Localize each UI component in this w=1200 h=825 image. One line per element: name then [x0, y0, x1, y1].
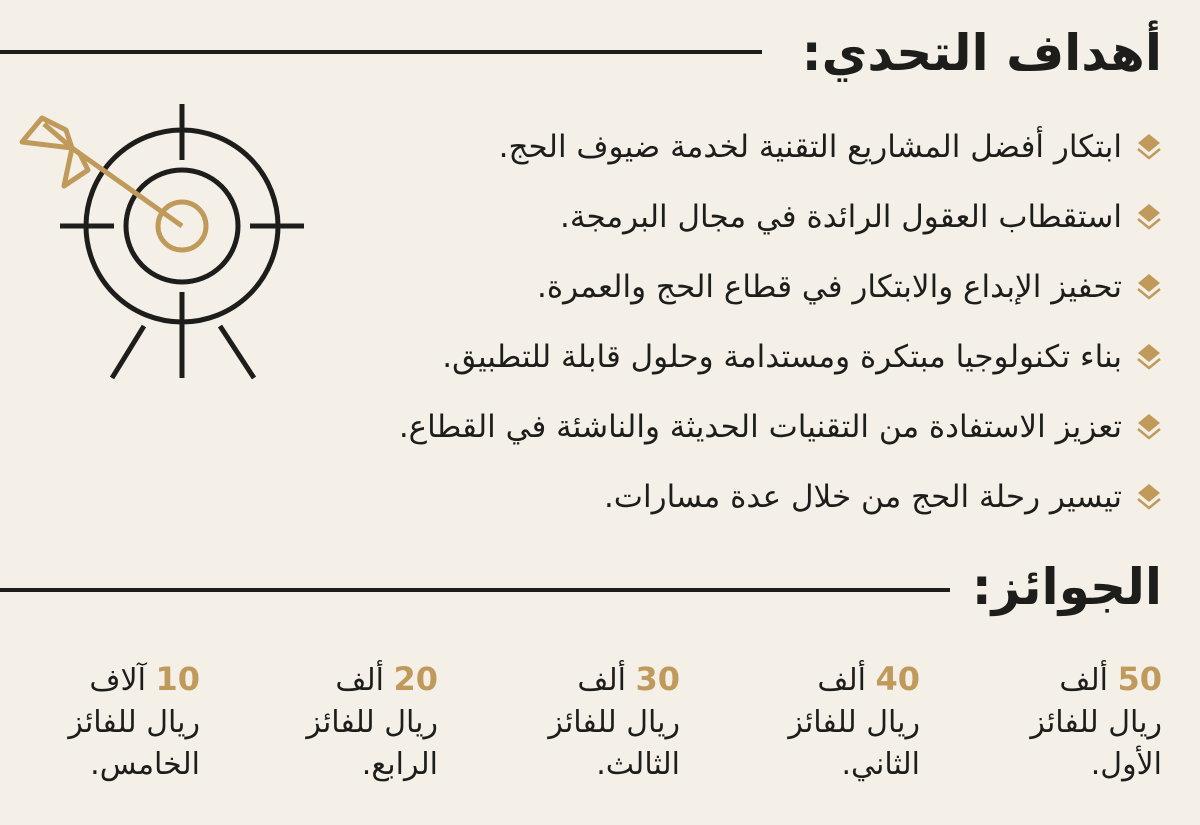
goal-item [262, 252, 1162, 322]
prize-third [470, 658, 680, 786]
goals-title-rule [0, 50, 762, 54]
goal-item [262, 462, 1162, 532]
prize-rank: الأول. [1090, 747, 1162, 782]
goal-text: تحفيز الإبداع والابتكار في قطاع الحج والعمرة. [536, 269, 1122, 305]
prize-unit: ألف [817, 663, 866, 698]
goal-text: بناء تكنولوجيا مبتكرة ومستدامة وحلول قابلة للتطبيق. [442, 339, 1122, 375]
goal-text: استقطاب العقول الرائدة في مجال البرمجة. [560, 199, 1122, 235]
goal-item [262, 322, 1162, 392]
prize-line2: ريال للفائز [548, 705, 680, 740]
goals-title: أهداف التحدي: [801, 24, 1162, 82]
prize-amount-line [710, 658, 920, 702]
diamond-bullet-icon [1136, 132, 1162, 162]
prize-amount-line [470, 658, 680, 702]
goal-item [262, 112, 1162, 182]
diamond-bullet-icon [1136, 482, 1162, 512]
prize-amount-line [952, 658, 1162, 702]
prize-fourth [228, 658, 438, 786]
goal-text: تيسير رحلة الحج من خلال عدة مسارات. [603, 479, 1122, 515]
prize-amount: 30 [635, 660, 680, 698]
diamond-bullet-icon [1136, 412, 1162, 442]
diamond-bullet-icon [1136, 342, 1162, 372]
prizes-title: الجوائز: [971, 558, 1162, 616]
goal-item [262, 392, 1162, 462]
prize-rank: الثالث. [596, 747, 680, 782]
prize-amount-line [20, 658, 200, 702]
goal-item [262, 182, 1162, 252]
diamond-bullet-icon [1136, 202, 1162, 232]
prize-line2: ريال للفائز [68, 705, 200, 740]
prize-amount: 10 [155, 660, 200, 698]
prize-line2: ريال للفائز [788, 705, 920, 740]
goals-list [262, 112, 1162, 532]
prize-rank: الثاني. [841, 747, 920, 782]
prize-second [710, 658, 920, 786]
prize-first [952, 658, 1162, 786]
prize-unit: ألف [1059, 663, 1108, 698]
prizes-title-rule [0, 588, 950, 592]
prize-unit: ألف [577, 663, 626, 698]
prize-rank: الرابع. [361, 747, 438, 782]
diamond-bullet-icon [1136, 272, 1162, 302]
prize-fifth [20, 658, 200, 786]
prize-line2: ريال للفائز [306, 705, 438, 740]
prize-amount: 50 [1117, 660, 1162, 698]
prize-unit: آلاف [89, 663, 146, 698]
goal-text: تعزيز الاستفادة من التقنيات الحديثة والناشئة في القطاع. [398, 409, 1122, 445]
prize-rank: الخامس. [90, 747, 200, 782]
prize-amount-line [228, 658, 438, 702]
prize-amount: 20 [393, 660, 438, 698]
prize-line2: ريال للفائز [1030, 705, 1162, 740]
prize-unit: ألف [335, 663, 384, 698]
prize-amount: 40 [875, 660, 920, 698]
goal-text: ابتكار أفضل المشاريع التقنية لخدمة ضيوف الحج. [498, 129, 1122, 165]
